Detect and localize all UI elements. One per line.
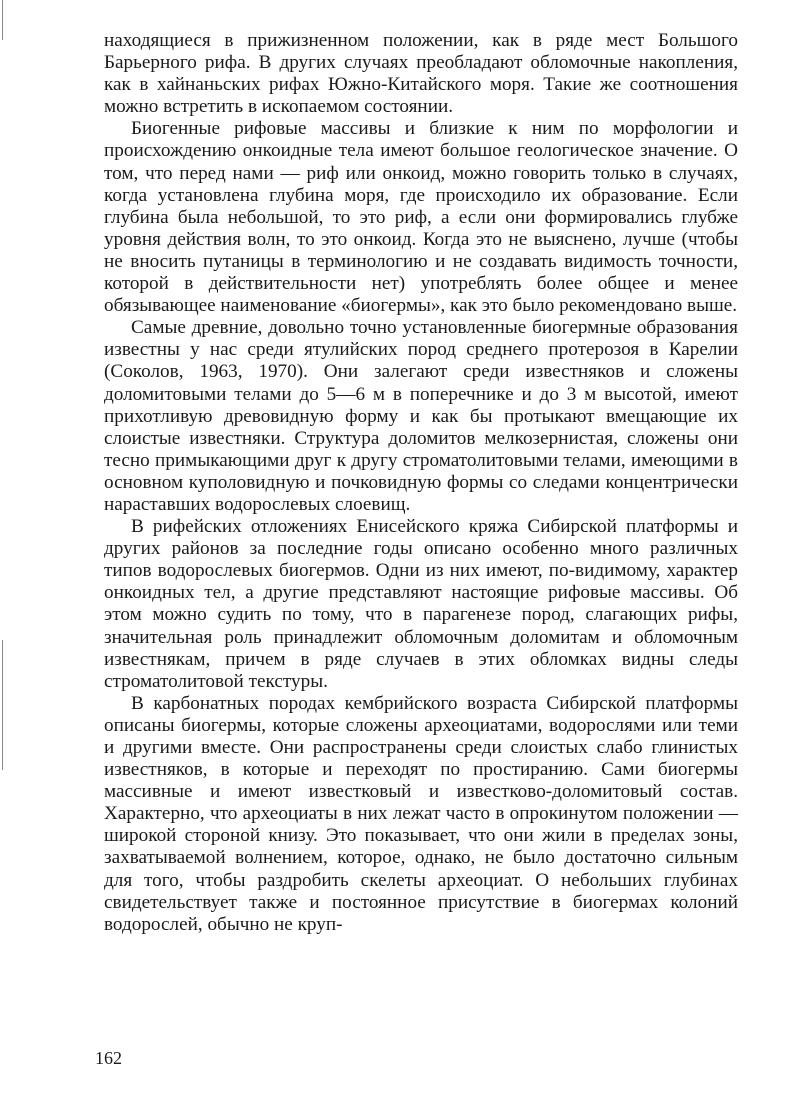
scan-edge-mark-middle (2, 640, 3, 770)
page-text (104, 30, 738, 936)
scan-edge-mark-top (2, 0, 3, 40)
paragraph-1: находящиеся в прижизненном положении, как в ряде мест Большого Барьерного рифа. В других случаях преобладают обломочные накопления, как в хайнаньских рифах Южно-Китайского моря. Такие же соотношения можно встретить в ископаемом состоянии. (104, 30, 738, 118)
page-number: 162 (95, 1048, 122, 1068)
paragraph-2: Биогенные рифовые массивы и близкие к ним по морфологии и происхождению онкоидные тела имеют большое геологическое значение. О том, что перед нами — риф или онкоид, можно говорить только в случаях, когда установлена глубина моря, где происходило их образование. Если глубина была небольшой, то это риф, а если они формировались глубже уровня действия волн, то это онкоид. Когда это не выяснено, лучше (чтобы не вносить путаницы в терминологию и не создавать видимость точности, которой в действительности нет) употреблять более общее и менее обязывающее наименование «биогермы», как это было рекомендовано выше. (104, 118, 738, 317)
paragraph-4: В рифейских отложениях Енисейского кряжа Сибирской платформы и других районов за последние годы описано особенно много различных типов водорослевых биогермов. Одни из них имеют, по-видимому, характер онкоидных тел, а другие представляют настоящие рифовые массивы. Об этом можно судить по тому, что в парагенезе пород, слагающих рифы, значительная роль принадлежит обломочным доломитам и обломочным известнякам, причем в ряде случаев в этих обломках видны следы строматолитовой текстуры. (104, 516, 738, 692)
paragraph-3: Самые древние, довольно точно установленные биогермные образования известны у нас среди ятулийских пород среднего протерозоя в Карелии (Соколов, 1963, 1970). Они залегают среди известняков и сложены доломитовыми телами до 5—6 м в поперечнике и до 3 м высотой, имеют прихотливую древовидную форму и как бы протыкают вмещающие их слоистые известняки. Структура доломитов мелкозернистая, сложены они тесно примыкающими друг к другу строматолитовыми телами, имеющими в основном куполовидную и почковидную формы со следами концентрически нараставших водорослевых слоевищ. (104, 317, 738, 515)
paragraph-5: В карбонатных породах кембрийского возраста Сибирской платформы описаны биогермы, которые сложены археоциатами, водорослями или теми и другими вместе. Они распространены среди слоистых слабо глинистых известняков, в которые и переходят по простиранию. Сами биогермы массивные и имеют известковый и известково-доломитовый состав. Характерно, что археоциаты в них лежат часто в опрокинутом положении — широкой стороной книзу. Это показывает, что они жили в пределах зоны, захватываемой волнением, которое, однако, не было достаточно сильным для того, чтобы раздробить скелеты археоциат. О небольших глубинах свидетельствует также и постоянное присутствие в биогермах колоний водорослей, обычно не круп- (104, 692, 738, 935)
